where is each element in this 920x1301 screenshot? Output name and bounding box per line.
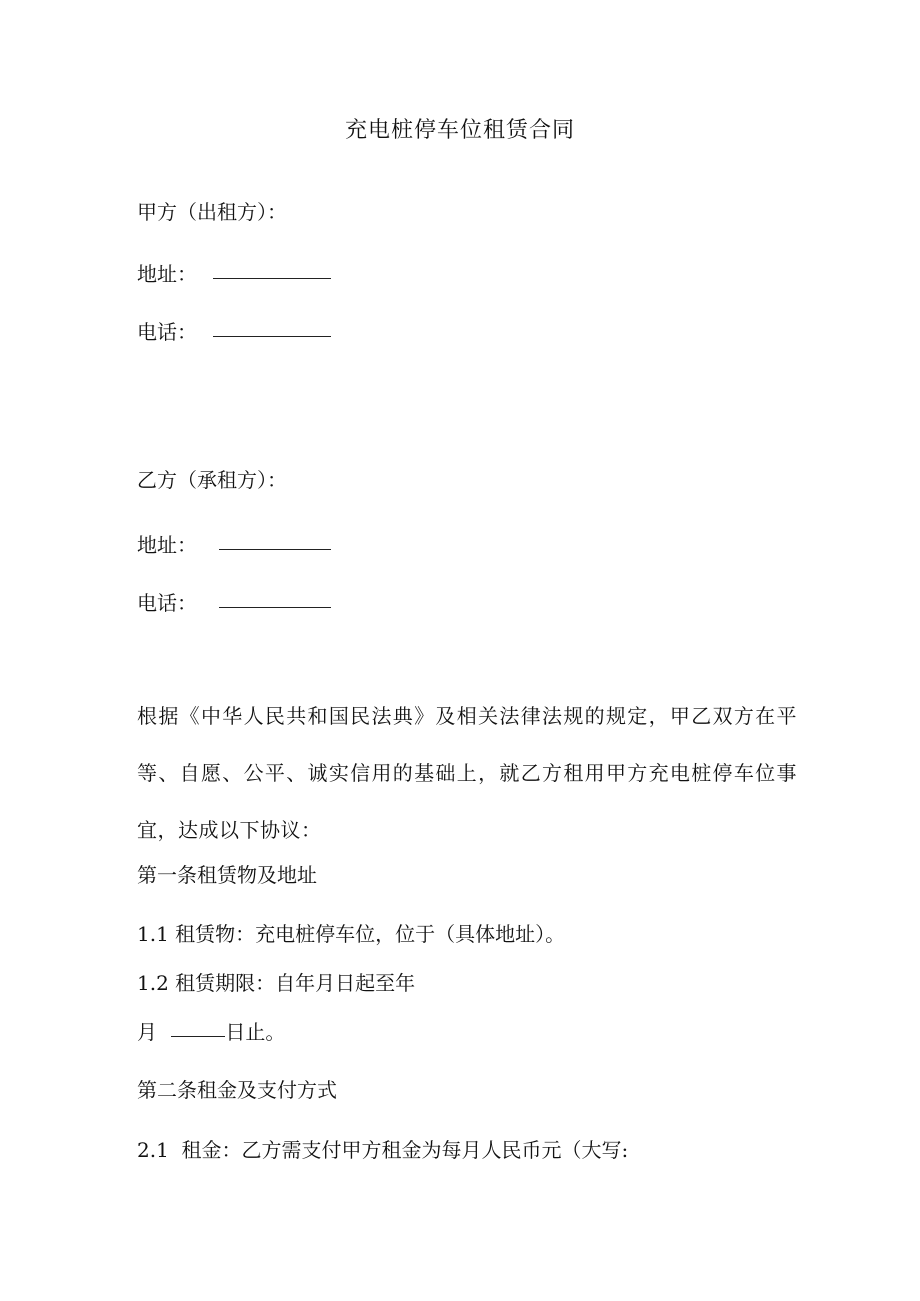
party-a-address: [137, 260, 331, 288]
item-2-month-label: 月: [137, 1020, 157, 1044]
party-b-address-blank: [219, 548, 331, 550]
article-1-item-2: 1.2 租赁期限：自年月日起至年: [137, 971, 416, 995]
article-2-item-1: 2.1 租金：乙方需支付甲方租金为每月人民币元（大写:: [137, 1138, 629, 1162]
party-b-phone-blank: [219, 606, 331, 608]
article-2-heading: 第二条租金及支付方式: [137, 1078, 337, 1102]
party-b-phone-label: 电话：: [137, 591, 197, 615]
party-a-phone-label: 电话：: [137, 320, 197, 344]
article-1-heading: 第一条租赁物及地址: [137, 863, 317, 887]
preamble-paragraph: 根据《中华人民共和国民法典》及相关法律法规的规定，甲乙双方在平等、自愿、公平、诚实信用的基础上，就乙方租用甲方充电桩停车位事宜，达成以下协议：: [137, 704, 797, 842]
party-a-address-blank: [213, 277, 331, 279]
item-2-day-blank: [171, 1035, 225, 1037]
party-b-heading: 乙方（承租方）：: [137, 468, 287, 492]
party-b-phone: [137, 589, 331, 617]
article-1-item-2-cont: [137, 1018, 285, 1046]
party-a-phone-blank: [213, 335, 331, 337]
article-1-item-1: 1.1 租赁物：充电桩停车位，位于（具体地址）。: [137, 922, 566, 946]
party-a-phone: [137, 318, 331, 346]
document-title: 充电桩停车位租赁合同: [344, 118, 575, 143]
party-b-address-label: 地址：: [137, 533, 197, 557]
party-a-address-label: 地址：: [137, 262, 197, 286]
party-b-address: [137, 531, 331, 559]
party-a-heading: 甲方（出租方）：: [137, 200, 287, 224]
item-2-end-label: 日止。: [225, 1020, 286, 1044]
